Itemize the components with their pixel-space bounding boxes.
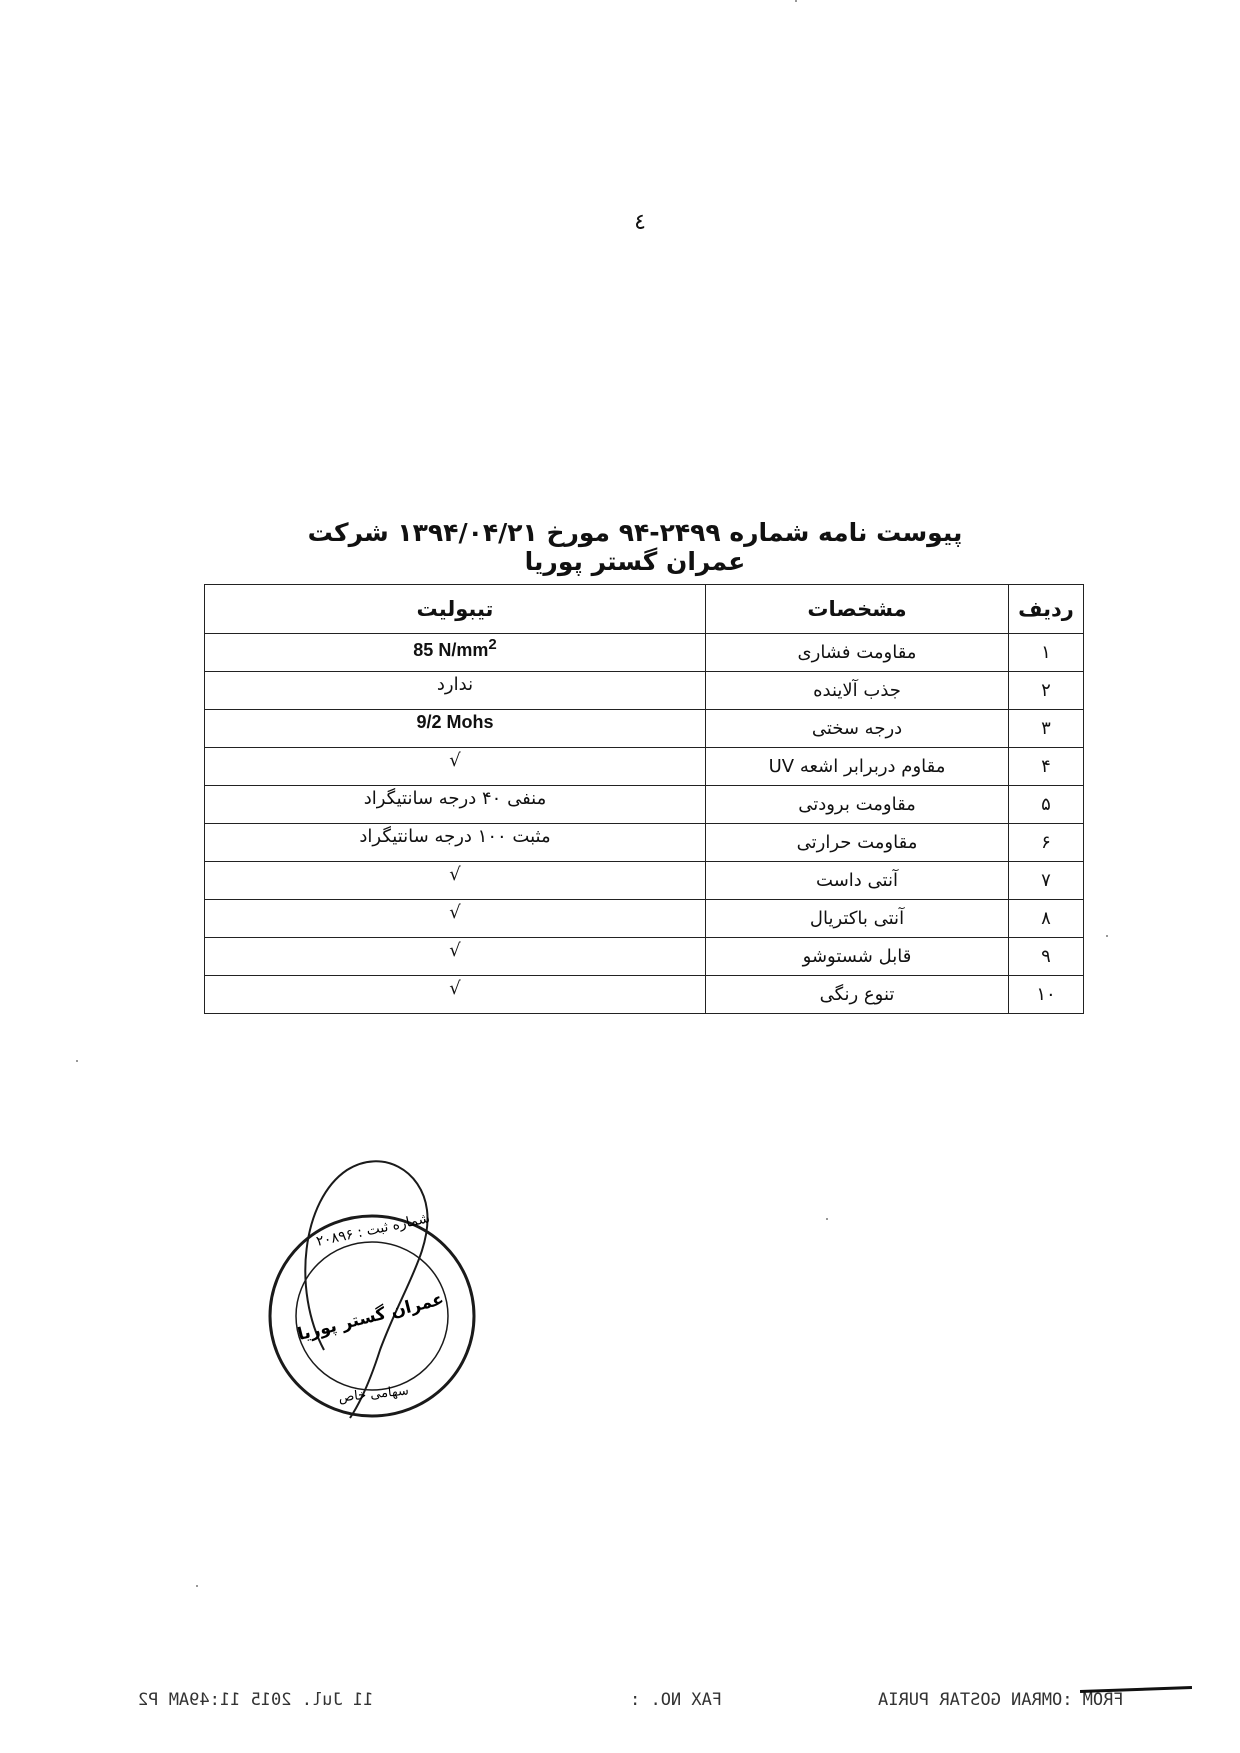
seal-registration-text: شماره ثبت : ۲۰۸۹۶ [314, 1210, 432, 1250]
company-seal-stamp [262, 1100, 492, 1420]
row-number: ۶ [1009, 824, 1084, 862]
seal-company-name: عمران گستر پوریا [295, 1289, 447, 1346]
header-property: مشخصات [706, 585, 1009, 634]
row-number: ۳ [1009, 710, 1084, 748]
row-value [205, 634, 706, 672]
row-number: ۱۰ [1009, 976, 1084, 1014]
row-property: درجه سختی [706, 710, 1009, 748]
row-number: ۴ [1009, 748, 1084, 786]
row-property: آنتی داست [706, 862, 1009, 900]
table-row [205, 634, 1084, 672]
table-row [205, 786, 1084, 824]
table-header-row [205, 585, 1084, 634]
table-row [205, 748, 1084, 786]
seal-bottom-text: سهامی خاص [337, 1383, 410, 1406]
header-row-number: ردیف [1009, 585, 1084, 634]
row-value: ندارد [205, 672, 706, 710]
row-property: مقاومت برودتی [706, 786, 1009, 824]
scan-speck [196, 1585, 198, 1587]
table-row [205, 900, 1084, 938]
row-value-check: √ [205, 900, 706, 938]
row-property: مقاومت فشاری [706, 634, 1009, 672]
table-row [205, 862, 1084, 900]
row-value-check: √ [205, 748, 706, 786]
row-property: تنوع رنگی [706, 976, 1009, 1014]
row-value: مثبت ۱۰۰ درجه سانتیگراد [205, 824, 706, 862]
row-value: منفی ۴۰ درجه سانتیگراد [205, 786, 706, 824]
row-number: ۲ [1009, 672, 1084, 710]
row-property: مقاومت حرارتی [706, 824, 1009, 862]
row-property: آنتی باکتریال [706, 900, 1009, 938]
document-title: پیوست نامه شماره ۲۴۹۹-۹۴ مورخ ۱۳۹۴/۰۴/۲۱ شرکت عمران گستر پوریا [307, 518, 963, 576]
specifications-table [204, 584, 1084, 1014]
row-property: مقاوم دربرابر اشعه UV [706, 748, 1009, 786]
row-value: 9/2 Mohs [205, 710, 706, 748]
scan-speck [826, 1218, 828, 1220]
row-number: ۵ [1009, 786, 1084, 824]
table-row [205, 824, 1084, 862]
table-row [205, 938, 1084, 976]
row-value-check: √ [205, 862, 706, 900]
row-property: قابل شستوشو [706, 938, 1009, 976]
scan-speck [795, 0, 797, 2]
fax-footer-line [1080, 1686, 1192, 1693]
table-row [205, 976, 1084, 1014]
fax-footer-sender: FROM :OMRAN GOSTAR PURIA [878, 1690, 1124, 1710]
row-number: ۱ [1009, 634, 1084, 672]
row-value-text: 85 N/mm [413, 640, 489, 660]
row-number: ۹ [1009, 938, 1084, 976]
header-value: تیبولیت [205, 585, 706, 634]
table-row [205, 672, 1084, 710]
row-value-superscript: 2 [488, 636, 497, 653]
fax-footer-timestamp: 11 Jul. 2015 11:49AM P2 [138, 1690, 374, 1710]
row-value-check: √ [205, 976, 706, 1014]
signature-loop [305, 1161, 427, 1418]
row-number: ۷ [1009, 862, 1084, 900]
fax-footer-number: FAX NO. : [630, 1690, 723, 1710]
row-value-check: √ [205, 938, 706, 976]
scan-speck [1106, 935, 1108, 937]
table-row [205, 710, 1084, 748]
page-number: ٤ [634, 210, 646, 235]
scan-speck [76, 1060, 78, 1062]
row-property: جذب آلاینده [706, 672, 1009, 710]
row-number: ۸ [1009, 900, 1084, 938]
